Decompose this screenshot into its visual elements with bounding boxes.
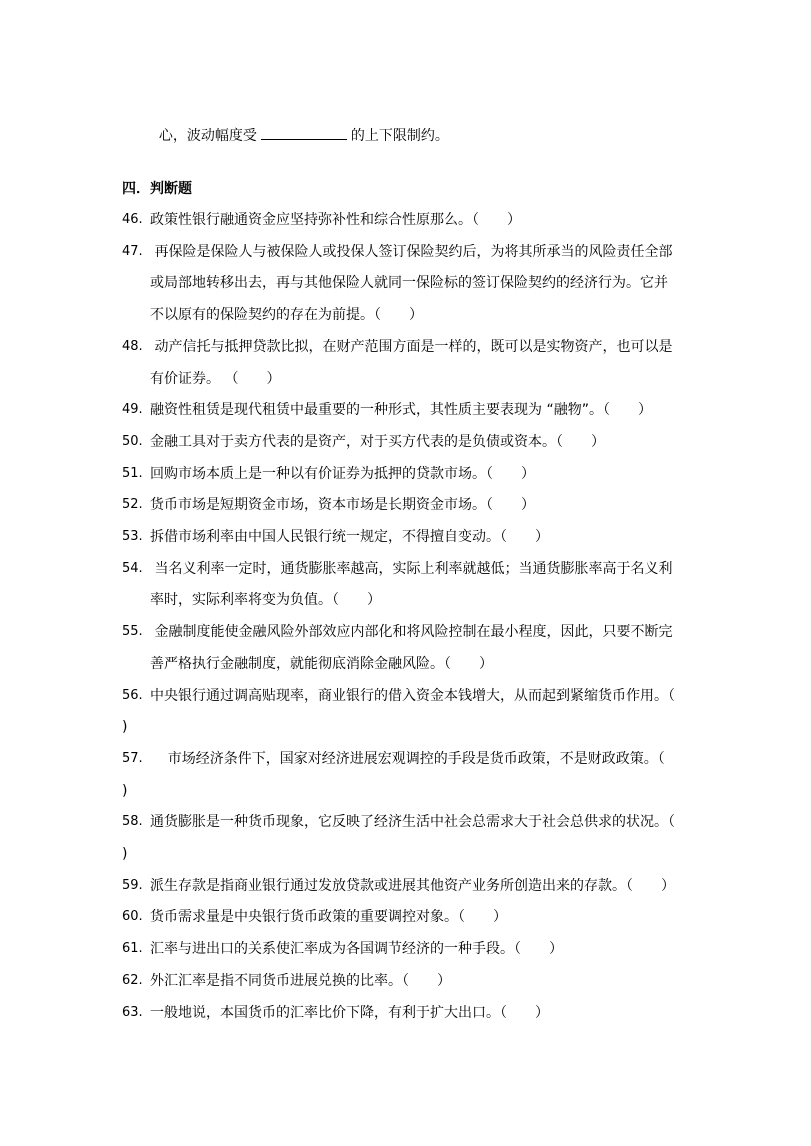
continuation-prefix: 心，波动幅度受 [158,128,257,144]
question-text-line: 不以原有的保险契约的存在为前提。（ ） [150,307,423,324]
question-number: 62. [122,972,143,988]
question-text-line: 或局部地转移出去，再与其他保险人就同一保险标的签订保险契约的经济行为。它并 [150,275,668,292]
question-text-line: 率时，实际利率将变为负值。（ ） [150,592,381,609]
section-heading: 四．判断题 [122,181,192,197]
question-number: 49. [122,402,143,418]
question-number: 58. [122,814,143,830]
question-number: 59. [122,877,143,893]
question-number: 56. [122,687,143,703]
question-text-line: ) [122,782,128,799]
question-text-line: ) [122,719,128,736]
question-text-line: 善严格执行金融制度，就能彻底消除金融风险。（ ） [150,655,493,672]
question-text-line: 拆借市场利率由中国人民银行统一规定，不得擅自变动。（ ） [150,529,549,545]
question-number: 46. [122,212,143,227]
question-text-line: 中央银行通过调高贴现率，商业银行的借入资金本钱增大，从而起到紧缩货币作用。（ [150,687,675,704]
continuation-line [150,105,449,144]
question-text-line: 市场经济条件下，国家对经济进展宏观调控的手段是货币政策，不是财政政策。（ [150,750,665,767]
question-number: 52. [122,497,143,513]
question-text-line: ) [122,846,128,862]
question-number: 60. [122,909,143,925]
question-number: 53. [122,529,143,544]
question-text-line: 金融制度能使金融风险外部效应内部化和将风险控制在最小程度，因此，只要不断完 [150,624,673,641]
question-number: 48. [122,338,143,354]
question-text-line: 外汇汇率是指不同货币进展兑换的比率。（ ） [150,972,451,989]
question-number: 51. [122,465,143,481]
question-text-line: 有价证券。 （ ） [150,370,281,387]
question-number: 63. [122,1004,143,1020]
question-text-line: 一般地说，本国货币的汇率比价下降，有利于扩大出口。（ ） [150,1004,549,1021]
question-number: 50. [122,433,143,449]
question-text-line: 回购市场本质上是一种以有价证券为抵押的贷款市场。（ ） [150,465,535,482]
question-text-line: 派生存款是指商业银行通过发放贷款或进展其他资产业务所创造出来的存款。（ ） [150,877,675,894]
question-text-line: 货币需求量是中央银行货币政策的重要调控对象。（ ） [150,909,507,926]
continuation-suffix: 的上下限制约。 [350,128,449,144]
question-text-line: 政策性银行融通资金应坚持弥补性和综合性原那么。（ ） [150,212,521,228]
question-number: 54. [122,560,143,576]
question-number: 47. [122,243,143,259]
question-text-line: 汇率与进出口的关系使汇率成为各国调节经济的一种手段。（ ） [150,941,563,958]
question-text-line: 货币市场是短期资金市场，资本市场是长期资金市场。（ ） [150,497,535,514]
fill-blank [261,125,347,140]
question-text-line: 金融工具对于卖方代表的是资产，对于买方代表的是负债或资本。（ ） [150,433,605,450]
question-text-line: 通货膨胀是一种货币现象，它反映了经济生活中社会总需求大于社会总供求的状况。（ [150,814,675,831]
question-text-line: 动产信托与抵押贷款比拟，在财产范围方面是一样的，既可以是实物资产，也可以是 [150,338,673,355]
question-number: 57. [122,750,143,766]
question-text-line: 融资性租赁是现代租赁中最重要的一种形式，其性质主要表现为 “融物”。（ ） [150,402,652,419]
question-text-line: 当名义利率一定时，通货膨胀率越高，实际上利率就越低；当通货膨胀率高于名义利 [150,560,673,577]
question-number: 61. [122,941,143,957]
question-number: 55. [122,624,143,640]
question-text-line: 再保险是保险人与被保险人或投保人签订保险契约后，为将其所承当的风险责任全部 [150,243,673,260]
